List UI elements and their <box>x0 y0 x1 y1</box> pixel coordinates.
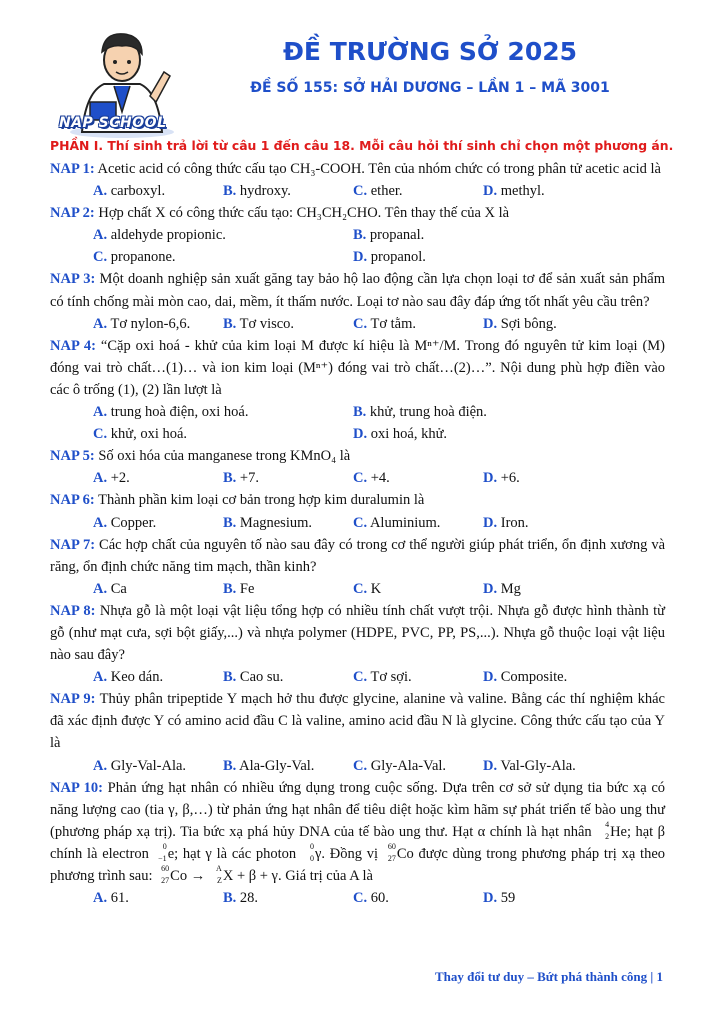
option-letter: B. <box>353 404 367 421</box>
question-label: NAP 5: <box>50 448 95 465</box>
question-label: NAP 6: <box>50 492 95 509</box>
options-7 <box>50 578 665 600</box>
question-label: NAP 3: <box>50 271 96 288</box>
option-text: Tơ sợi. <box>370 669 412 686</box>
options-9 <box>50 755 665 777</box>
option-a[interactable] <box>93 401 353 423</box>
question-label: NAP 4: <box>50 337 96 354</box>
mass-number: 0 <box>309 841 314 851</box>
question-label: NAP 9: <box>50 691 96 708</box>
option-letter: B. <box>353 227 367 244</box>
option-b[interactable] <box>223 512 353 534</box>
option-d[interactable] <box>483 887 613 909</box>
option-letter: C. <box>353 757 368 774</box>
option-letter: A. <box>93 890 108 907</box>
question-text: . Đồng vị <box>321 845 383 862</box>
option-letter: A. <box>93 470 108 487</box>
photon-nuclide <box>301 841 315 863</box>
option-d[interactable] <box>483 180 613 202</box>
question-8 <box>50 600 665 666</box>
option-a[interactable] <box>93 666 223 688</box>
section-title: PHẦN I. Thí sinh trả lời từ câu 1 đến câu 18. Mỗi câu hỏi thí sinh chỉ chọn một phương án. <box>50 138 674 153</box>
question-label: NAP 1: <box>50 161 95 177</box>
question-text: Hợp chất X có công thức cấu tạo: CH₃CH₂CHO. Tên thay thế của X là <box>98 205 510 222</box>
question-text: Số oxi hóa của manganese trong KMnO₄ là <box>98 448 351 465</box>
option-letter: C. <box>93 426 108 443</box>
option-text: Fe <box>239 580 255 597</box>
options-8 <box>50 666 665 688</box>
option-letter: D. <box>483 183 498 200</box>
option-text: Val-Gly-Ala. <box>500 757 576 774</box>
atomic-number: 0 <box>309 853 314 863</box>
option-a[interactable] <box>93 467 223 489</box>
option-a[interactable] <box>93 578 223 600</box>
option-text: Ala-Gly-Val. <box>239 757 315 774</box>
option-text: Keo dán. <box>110 669 164 686</box>
mass-number: A <box>216 864 222 873</box>
atomic-number: −1 <box>158 853 167 863</box>
option-letter: D. <box>353 426 368 443</box>
option-letter: B. <box>223 669 237 686</box>
nuclide-symbol: e <box>167 845 175 862</box>
question-label: NAP 8: <box>50 602 96 619</box>
nuclide-symbol: γ <box>314 845 322 862</box>
option-d[interactable] <box>483 755 613 777</box>
nuclide-symbol: X <box>222 868 234 884</box>
option-letter: C. <box>93 249 108 266</box>
question-1 <box>50 158 665 180</box>
option-text: Iron. <box>500 514 529 531</box>
page-title: ĐỀ TRƯỜNG SỞ 2025 <box>282 37 578 66</box>
option-text: 61. <box>110 890 129 907</box>
option-letter: B. <box>223 514 237 531</box>
options-2b <box>50 246 665 268</box>
mass-number: 60 <box>387 841 396 851</box>
option-letter: A. <box>93 514 108 531</box>
option-letter: C. <box>353 315 368 332</box>
option-text: Composite. <box>500 669 568 686</box>
question-text: “Cặp oxi hoá - khử của kim loại M được kí hiệu là Mⁿ⁺/M. Trong đó nguyên tử kim loại (M) đóng vai trò chất…(1)… và ion kim loại (Mⁿ⁺) đóng vai trò chất…(2)…”. Nội dung phù hợp điền vào các ô trống (1), (2) lần lượt là <box>50 337 666 398</box>
option-letter: A. <box>93 315 108 332</box>
option-letter: C. <box>353 890 368 907</box>
question-text: Thành phần kim loại cơ bản trong hợp kim duralumin là <box>98 492 425 509</box>
question-7 <box>50 534 665 578</box>
option-text: Ca <box>110 580 127 597</box>
option-letter: A. <box>93 580 108 597</box>
logo-text: NAP SCHOOL <box>59 115 167 131</box>
option-c[interactable] <box>93 246 353 268</box>
option-a[interactable] <box>93 887 223 909</box>
question-2 <box>50 202 665 224</box>
option-letter: A. <box>93 183 108 200</box>
option-c[interactable] <box>353 180 483 202</box>
option-letter: D. <box>353 249 368 266</box>
option-letter: A. <box>93 669 108 686</box>
option-b[interactable] <box>223 467 353 489</box>
option-text: propanone. <box>110 249 176 266</box>
option-letter: B. <box>223 315 237 332</box>
option-text: Tơ tằm. <box>370 315 417 332</box>
option-text: +4. <box>370 470 390 487</box>
question-text: Một doanh nghiệp sản xuất găng tay bảo hộ lao động cần lựa chọn loại tơ để sản xuất sản phẩm có tính chống mài mòn cao, dai, mềm, ít thấm nước. Loại tơ nào sau đây đáp ứng tốt nhất yêu cầu trên? <box>50 271 665 310</box>
atomic-number: Z <box>216 876 222 885</box>
option-c[interactable] <box>353 666 483 688</box>
option-text: carboxyl. <box>110 183 166 200</box>
option-letter: A. <box>93 404 108 421</box>
atomic-number: 27 <box>387 853 396 863</box>
question-text: Thủy phân tripeptide Y mạch hở thu được glycine, alanine và valine. Bằng các thí nghiệm khác đã xác định được Y có amino acid đầu C là valine, amino acid đầu N là glycine. Công thức cấu tạo của Y là <box>50 691 665 752</box>
option-d[interactable] <box>483 666 613 688</box>
helium-nuclide <box>596 819 610 841</box>
options-5 <box>50 467 665 489</box>
question-4 <box>50 335 665 401</box>
option-text: 60. <box>370 890 389 907</box>
question-6 <box>50 489 665 511</box>
options-2a <box>50 224 665 246</box>
option-letter: B. <box>223 890 237 907</box>
option-c[interactable] <box>353 313 483 335</box>
question-label: NAP 10: <box>50 779 103 796</box>
option-letter: B. <box>223 757 237 774</box>
option-text: Magnesium. <box>239 514 313 531</box>
option-text: K <box>370 580 382 597</box>
option-b[interactable] <box>223 887 353 909</box>
option-letter: C. <box>353 580 368 597</box>
questions-list <box>50 158 665 909</box>
option-c[interactable] <box>93 423 353 445</box>
option-text: Copper. <box>110 514 157 531</box>
option-text: 28. <box>239 890 259 907</box>
option-b[interactable] <box>353 224 613 246</box>
option-a[interactable] <box>93 180 223 202</box>
option-letter: B. <box>223 580 237 597</box>
option-letter: B. <box>223 183 237 200</box>
option-d[interactable] <box>483 313 613 335</box>
option-text: methyl. <box>500 183 545 200</box>
option-letter: A. <box>93 757 108 774</box>
option-letter: D. <box>483 580 498 597</box>
option-text: Sợi bông. <box>500 315 557 332</box>
option-text: aldehyde propionic. <box>110 227 226 244</box>
atomic-number: 2 <box>605 831 610 841</box>
option-letter: C. <box>353 514 368 531</box>
option-letter: C. <box>353 183 368 200</box>
option-text: hydroxy. <box>239 183 291 200</box>
options-3 <box>50 313 665 335</box>
option-d[interactable] <box>483 578 613 600</box>
option-d[interactable] <box>353 246 613 268</box>
option-text: Tơ nylon-6,6. <box>110 315 191 332</box>
option-c[interactable] <box>353 755 483 777</box>
option-d[interactable] <box>483 467 613 489</box>
option-d[interactable] <box>353 423 613 445</box>
option-text: +6. <box>500 470 520 487</box>
option-text: propanal. <box>369 227 425 244</box>
option-text: Gly-Val-Ala. <box>110 757 187 774</box>
mass-number: 4 <box>605 819 610 829</box>
page-subtitle: ĐỀ SỐ 155: SỞ HẢI DƯƠNG – LẦN 1 – MÃ 3001 <box>250 80 610 96</box>
question-text: ; hạt γ là các photon <box>174 845 301 862</box>
nuclide-symbol: Co <box>396 845 414 862</box>
page-footer: Thay đổi tư duy – Bứt phá thành công | 1 <box>435 969 663 984</box>
question-text: Các hợp chất của nguyên tố nào sau đây có trong cơ thể người giúp phát triển, ổn định xương và răng, ổn định chức năng tim mạch, thần kinh? <box>50 536 666 575</box>
option-a[interactable] <box>93 755 223 777</box>
option-letter: D. <box>483 470 498 487</box>
option-letter: D. <box>483 315 498 332</box>
question-text: ; hạt β chính là electron <box>50 823 666 862</box>
option-text: +2. <box>110 470 130 487</box>
option-text: khử, trung hoà điện. <box>369 404 487 421</box>
option-letter: B. <box>223 470 237 487</box>
options-4a <box>50 401 665 423</box>
option-c[interactable] <box>353 467 483 489</box>
electron-nuclide <box>154 841 168 863</box>
question-text: được dùng trong phương pháp trị xạ theo phương trình sau: <box>50 845 666 884</box>
option-a[interactable] <box>93 313 223 335</box>
option-d[interactable] <box>483 512 613 534</box>
nuclide-symbol: Co <box>170 868 188 884</box>
nuclide-symbol: He <box>610 823 627 840</box>
option-text: Mg <box>500 580 521 597</box>
question-label: NAP 2: <box>50 205 95 222</box>
question-9 <box>50 688 665 754</box>
option-c[interactable] <box>353 512 483 534</box>
option-b[interactable] <box>223 666 353 688</box>
atomic-number: 27 <box>161 876 170 885</box>
option-text: khử, oxi hoá. <box>110 426 188 443</box>
question-3 <box>50 268 665 312</box>
x-nuclide <box>209 864 223 885</box>
option-text: propanol. <box>370 249 426 266</box>
option-letter: C. <box>353 669 368 686</box>
option-b[interactable] <box>223 313 353 335</box>
mass-number: 0 <box>162 841 167 851</box>
mass-number: 60 <box>161 864 170 873</box>
option-b[interactable] <box>223 180 353 202</box>
option-a[interactable] <box>93 512 223 534</box>
option-text: ether. <box>370 183 403 200</box>
option-letter: D. <box>483 514 498 531</box>
option-text: Aluminium. <box>369 514 441 531</box>
option-text: +7. <box>239 470 259 487</box>
cobalt-nuclide-2 <box>156 864 170 885</box>
option-b[interactable] <box>223 755 353 777</box>
option-text: oxi hoá, khử. <box>370 426 448 443</box>
option-c[interactable] <box>353 887 483 909</box>
option-text: Cao su. <box>239 669 284 686</box>
option-b[interactable] <box>223 578 353 600</box>
option-c[interactable] <box>353 578 483 600</box>
options-1 <box>50 180 665 202</box>
option-letter: D. <box>483 757 498 774</box>
option-text: trung hoà điện, oxi hoá. <box>110 404 249 421</box>
option-b[interactable] <box>353 401 613 423</box>
option-text: Gly-Ala-Val. <box>370 757 447 774</box>
options-4b <box>50 423 665 445</box>
options-10 <box>50 887 665 909</box>
option-text: 59 <box>500 890 516 907</box>
option-text: Tơ visco. <box>239 315 295 332</box>
options-6 <box>50 512 665 534</box>
question-10 <box>50 777 665 887</box>
cobalt-nuclide <box>383 841 397 863</box>
question-text: + β + γ. Giá trị của A là <box>233 868 373 884</box>
question-5 <box>50 445 665 467</box>
question-text: Acetic acid có công thức cấu tạo CH₃-COOH. Tên của nhóm chức có trong phân tử acetic acid là <box>97 161 661 177</box>
question-label: NAP 7: <box>50 536 96 553</box>
option-letter: C. <box>353 470 368 487</box>
option-letter: D. <box>483 669 498 686</box>
question-text: Phản ứng hạt nhân có nhiều ứng dụng trong cuộc sống. Dựa trên cơ sở sử dụng tia bức xạ có năng lượng cao (tia γ, β,…) từ phản ứng hạt nhân để tiêu diệt hoặc kìm hãm sự phát triển tế bào ung thư (phương pháp xạ trị). Tia bức xạ phá hủy DNA của tế bào ung thư. Hạt α chính là hạt nhân <box>50 779 666 840</box>
option-letter: D. <box>483 890 498 907</box>
option-letter: A. <box>93 227 108 244</box>
option-a[interactable] <box>93 224 353 246</box>
question-text: Nhựa gỗ là một loại vật liệu tổng hợp có nhiều tính chất vượt trội. Nhựa gỗ được hình thành từ gỗ (như mạt cưa, sợi bột giấy,...) và nhựa polymer (HDPE, PVC, PP, PS,...). Nhựa gỗ thuộc loại vật liệu nào sau đây? <box>50 602 665 664</box>
reaction-arrow: → <box>187 868 209 884</box>
